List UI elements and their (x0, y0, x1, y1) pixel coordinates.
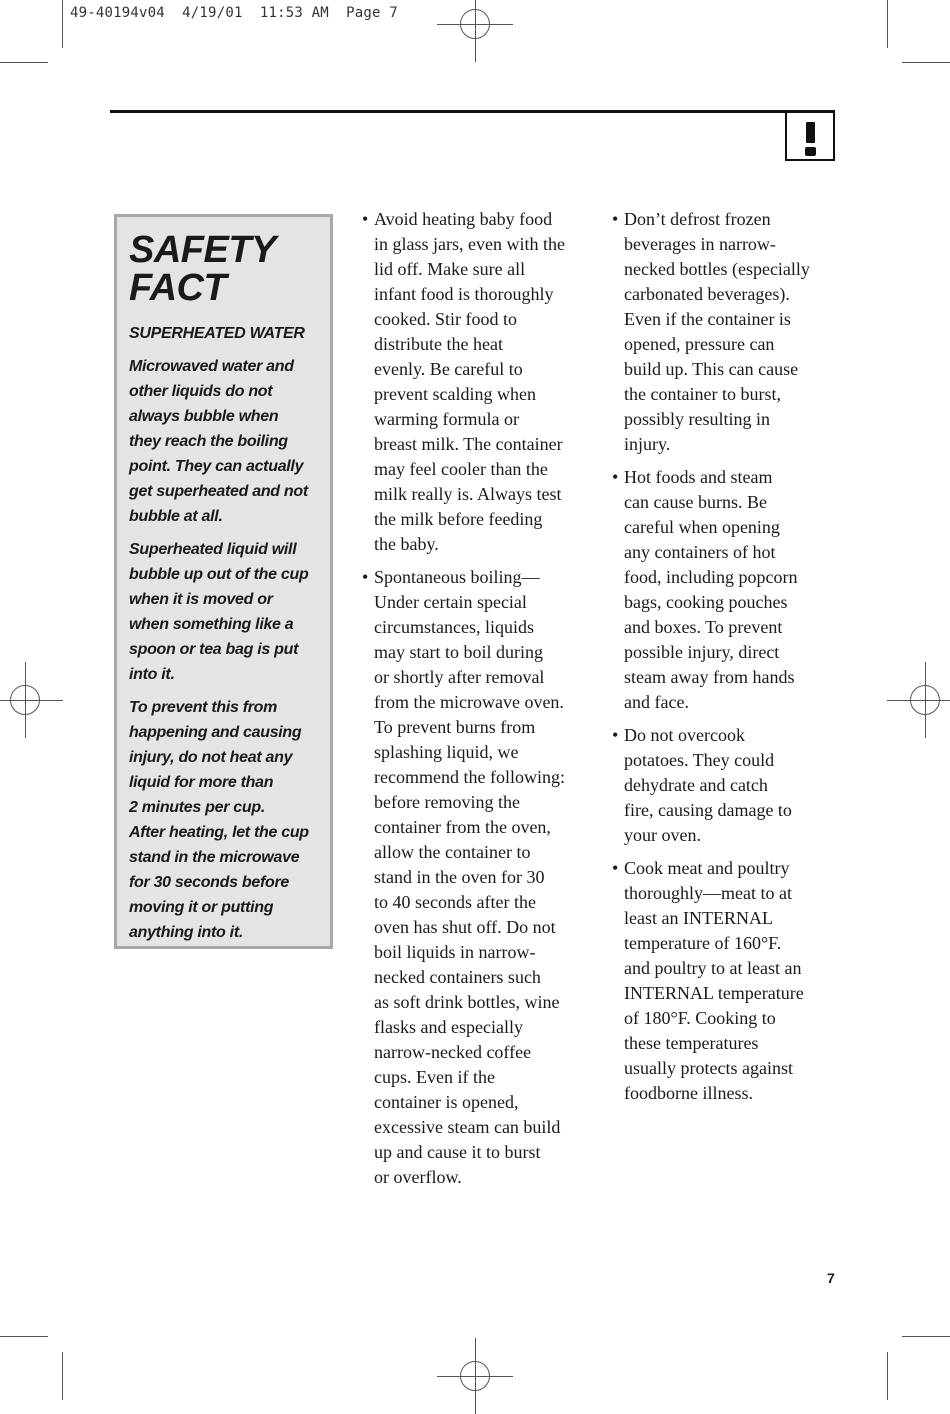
bullet-icon: • (612, 725, 619, 745)
crop-mark (887, 0, 888, 48)
list-item-text: Hot foods and steam can cause burns. Be careful when opening any containers of hot food, including popcorn bags, cooking pouches and boxes. To prevent possible injury, direct steam away from hands and face. (624, 467, 798, 712)
list-item (612, 465, 842, 715)
sidebar-title: SAFETY FACT (129, 229, 276, 309)
crop-mark (62, 0, 63, 48)
list-item (612, 723, 842, 848)
exclamation-icon (785, 113, 835, 161)
crop-mark (902, 1336, 950, 1337)
safety-fact-sidebar (114, 214, 333, 949)
registration-mark-icon (460, 1361, 490, 1391)
middle-column (362, 207, 592, 1198)
list-item (612, 207, 842, 457)
registration-mark-icon (460, 9, 490, 39)
page-number: 7 (827, 1270, 835, 1286)
sidebar-paragraph: Superheated liquid will bubble up out of the cup when it is moved or when something like a spoon or tea bag is put into it. (129, 541, 309, 683)
sidebar-paragraph: Microwaved water and other liquids do not always bubble when they reach the boiling point. They can actually get superheated and not bubble at all. (129, 358, 308, 525)
list-item-text: Cook meat and poultry thoroughly—meat to at least an INTERNAL temperature of 160°F. and poultry to at least an INTERNAL temperature of 180°F. Cooking to these temperatures usually protects against foodborne illness. (624, 858, 804, 1103)
crop-mark (887, 1352, 888, 1400)
list-item-text: Avoid heating baby food in glass jars, even with the lid off. Make sure all infant food is thoroughly cooked. Stir food to distribute the heat evenly. Be careful to prevent scalding when warming formula or breast milk. The container may feel cooler than the milk really is. Always test the milk before feeding the baby. (374, 209, 565, 554)
sidebar-subhead: SUPERHEATED WATER (129, 325, 305, 342)
crop-mark (62, 1352, 63, 1400)
bullet-icon: • (362, 209, 369, 229)
registration-mark-icon (910, 685, 940, 715)
right-column (612, 207, 842, 1114)
crop-mark (0, 1336, 48, 1337)
print-slug: 49-40194v04 4/19/01 11:53 AM Page 7 (70, 5, 398, 21)
list-item-text: Do not overcook potatoes. They could dehydrate and catch fire, causing damage to your oven. (624, 725, 792, 845)
header-rule (110, 110, 835, 113)
bullet-icon: • (612, 209, 619, 229)
list-item-text: Spontaneous boiling— Under certain special circumstances, liquids may start to boil during or shortly after removal from the microwave oven. To prevent burns from splashing liquid, we recommend the following: before removing the container from the oven, allow the container to stand in the oven for 30 to 40 seconds after the oven has shut off. Do not boil liquids in narrow- necked containers such as soft drink bottles, wine flasks and especially narrow-necked coffee cups. Even if the container is opened, excessive steam can build up and cause it to burst or overflow. (374, 567, 565, 1187)
bullet-icon: • (362, 567, 369, 587)
list-item-text: Don’t defrost frozen beverages in narrow- necked bottles (especially carbonated beverages). Even if the container is opened, pressure can build up. This can cause the container to burst, possibly resulting in injury. (624, 209, 810, 454)
list-item (612, 856, 842, 1106)
list-item (362, 207, 592, 557)
sidebar-paragraph: To prevent this from happening and causing injury, do not heat any liquid for more than 2 minutes per cup. After heating, let the cup stand in the microwave for 30 seconds before moving it or putting anything into it. (129, 699, 309, 941)
crop-mark (0, 62, 48, 63)
list-item (362, 565, 592, 1190)
bullet-icon: • (612, 467, 619, 487)
registration-mark-icon (10, 685, 40, 715)
crop-mark (902, 62, 950, 63)
bullet-icon: • (612, 858, 619, 878)
